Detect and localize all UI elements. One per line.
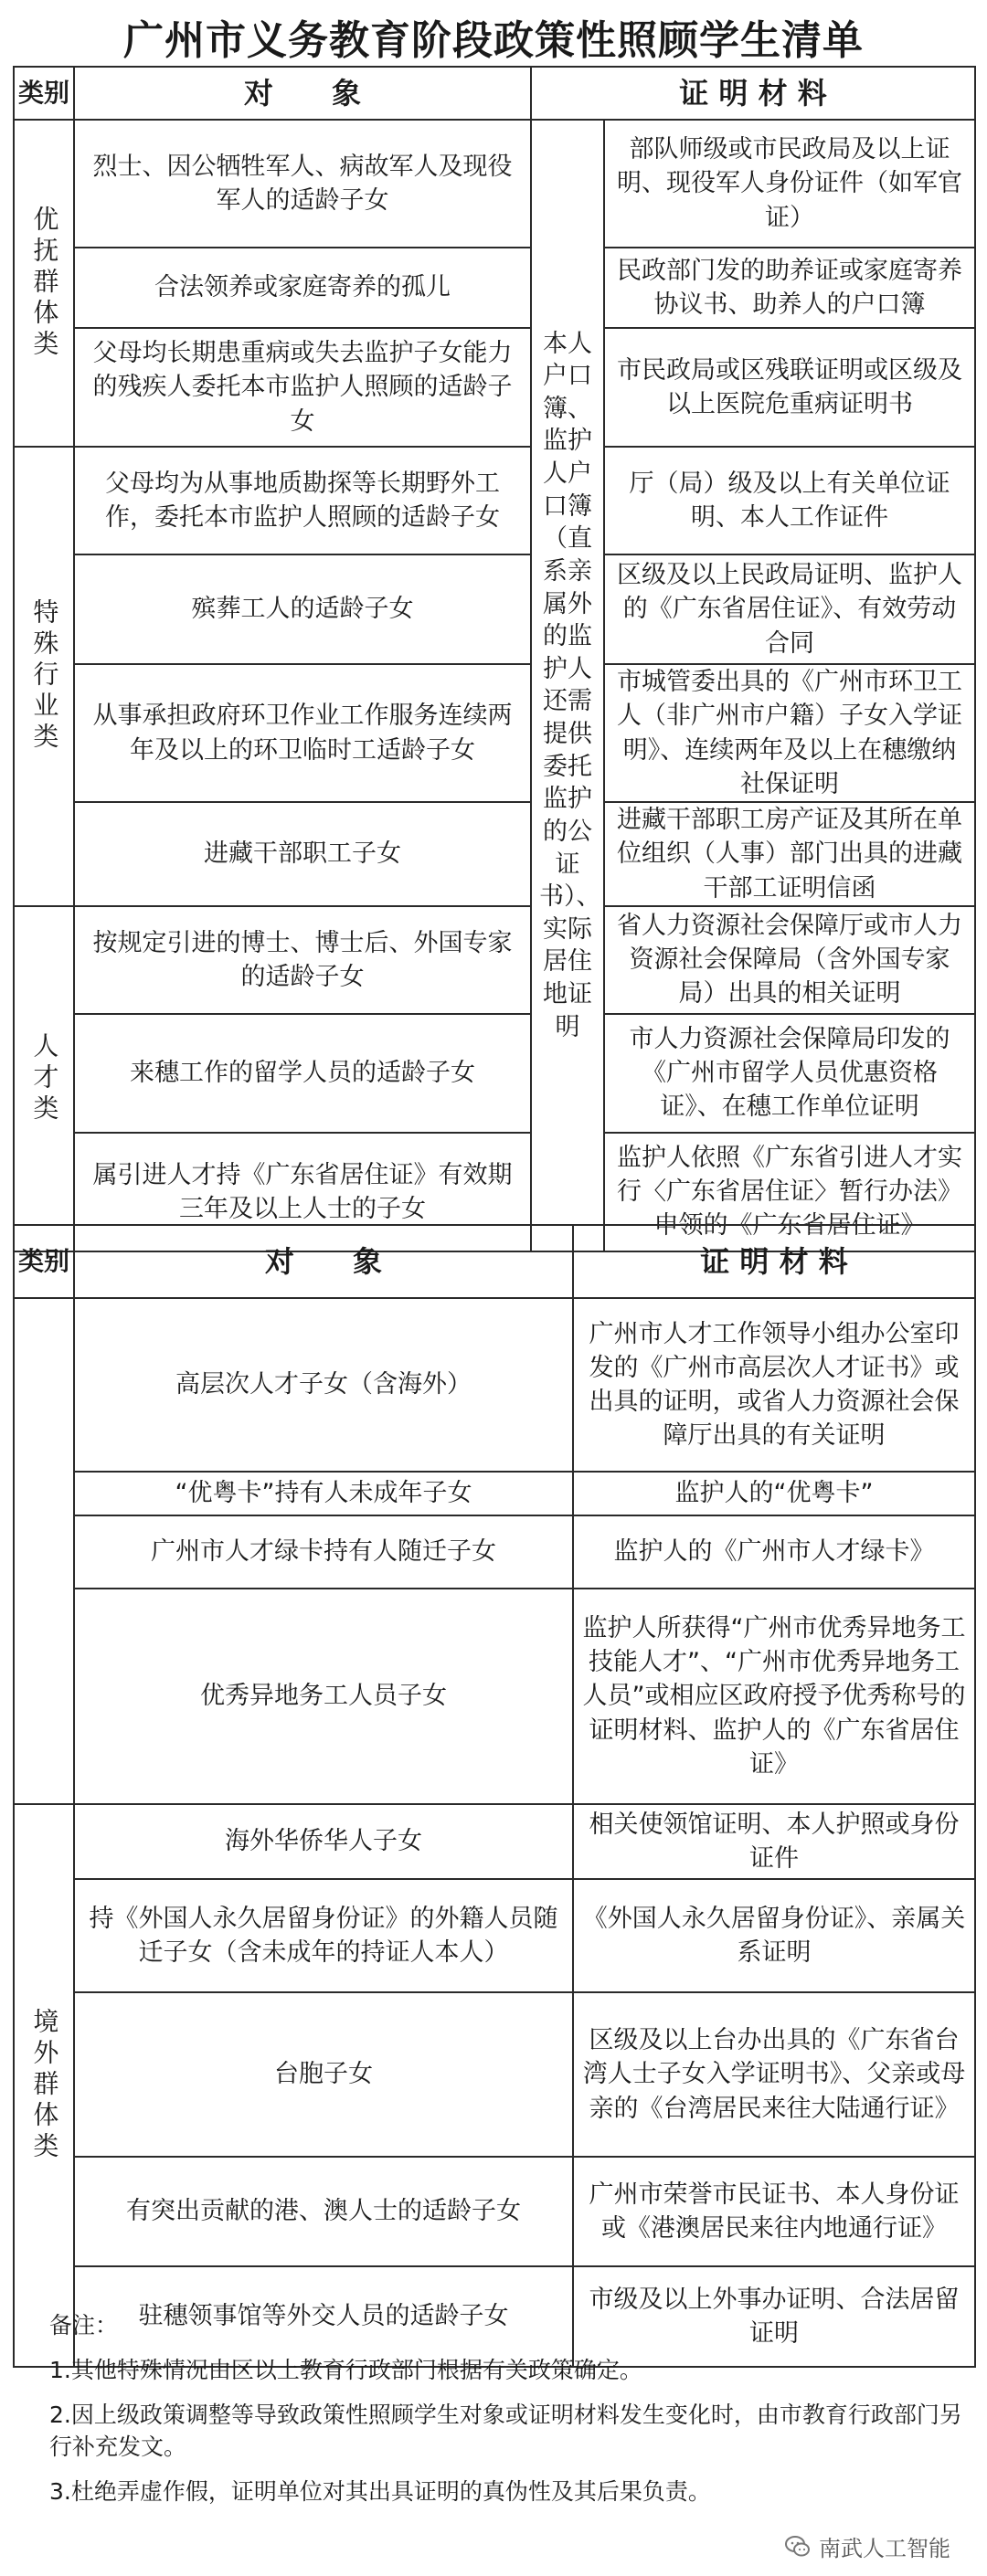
proof-cell: 市人力资源社会保障局印发的《广州市留学人员优惠资格证》、在穗工作单位证明 <box>604 1014 975 1133</box>
proof-cell: 市城管委出具的《广州市环卫工人（非广州市户籍）子女入学证明》、连续两年及以上在穗缴纳社保证明 <box>604 664 975 802</box>
note-item: 3.杜绝弄虚作假，证明单位对其出具证明的真伪性及其后果负责。 <box>49 2478 711 2505</box>
header-category: 类别 <box>14 1225 74 1298</box>
target-cell: 有突出贡献的港、澳人士的适龄子女 <box>74 2157 573 2266</box>
table-row <box>14 1589 975 1804</box>
proof-cell: 民政部门发的助养证或家庭寄养协议书、助养人的户口簿 <box>604 248 975 328</box>
table-row <box>14 664 975 802</box>
category-cell <box>14 1298 74 1804</box>
proof-cell: 省人力资源社会保障厅或市人力资源社会保障局（含外国专家局）出具的相关证明 <box>604 906 975 1014</box>
table-row <box>14 906 975 1014</box>
table-row <box>14 1515 975 1589</box>
category-cell: 优抚群体类 <box>14 120 74 447</box>
header-category: 类别 <box>14 67 74 120</box>
target-cell: 父母均长期患重病或失去监护子女能力的残疾人委托本市监护人照顾的适龄子女 <box>74 328 531 447</box>
proof-cell: 市民政局或区残联证明或区级及以上医院危重病证明书 <box>604 328 975 447</box>
target-cell: 进藏干部职工子女 <box>74 802 531 906</box>
target-cell: 持《外国人永久居留身份证》的外籍人员随迁子女（含未成年的持证人本人） <box>74 1879 573 1992</box>
table-row <box>14 447 975 554</box>
header-target: 对 象 <box>74 1225 573 1298</box>
page-title: 广州市义务教育阶段政策性照顾学生清单 <box>123 17 864 64</box>
header-target: 对 象 <box>74 67 531 120</box>
target-cell: 属引进人才持《广东省居住证》有效期三年及以上人士的子女 <box>74 1133 531 1251</box>
table-row <box>14 1879 975 1992</box>
target-cell: 高层次人才子女（含海外） <box>74 1298 573 1472</box>
proof-cell: 广州市荣誉市民证书、本人身份证或《港澳居民来往内地通行证》 <box>573 2157 975 2266</box>
table-row <box>14 1472 975 1515</box>
target-cell: 海外华侨华人子女 <box>74 1804 573 1879</box>
table-row <box>14 248 975 328</box>
note-item: 2.因上级政策调整等导致政策性照顾学生对象或证明材料发生变化时，由市教育行政部门另行补充发文。 <box>49 2402 962 2460</box>
watermark <box>784 2530 950 2562</box>
target-cell: 来穗工作的留学人员的适龄子女 <box>74 1014 531 1133</box>
proof-cell: 《外国人永久居留身份证》、亲属关系证明 <box>573 1879 975 1992</box>
proof-cell: 监护人依照《广东省引进人才实行〈广东省居住证〉暂行办法》申领的《广东省居住证》 <box>604 1133 975 1251</box>
policy-table-part2 <box>13 1224 976 2368</box>
table-row <box>14 1014 975 1133</box>
target-cell: 殡葬工人的适龄子女 <box>74 554 531 664</box>
target-cell: “优粤卡”持有人未成年子女 <box>74 1472 573 1515</box>
table-row <box>14 1298 975 1472</box>
table-row <box>14 1804 975 1879</box>
proof-cell: 进藏干部职工房产证及其所在单位组织（人事）部门出具的进藏干部工证明信函 <box>604 802 975 906</box>
watermark-text: 南武人工智能 <box>819 2536 950 2561</box>
note-item: 1.其他特殊情况由区以上教育行政部门根据有关政策确定。 <box>49 2357 642 2383</box>
common-proof-cell: 本人户口簿、监护人户口簿（直系亲属外的监护人还需提供委托监护的公证书）、实际居住地证明 <box>531 120 604 1251</box>
target-cell: 合法领养或家庭寄养的孤儿 <box>74 248 531 328</box>
category-cell: 境外群体类 <box>14 1804 74 2367</box>
target-cell: 烈士、因公牺牲军人、病故军人及现役军人的适龄子女 <box>74 120 531 248</box>
target-cell: 父母均为从事地质勘探等长期野外工作，委托本市监护人照顾的适龄子女 <box>74 447 531 554</box>
table-header-row <box>14 67 975 120</box>
proof-cell: 监护人的《广州市人才绿卡》 <box>573 1515 975 1589</box>
table-row <box>14 120 975 248</box>
proof-cell: 相关使领馆证明、本人护照或身份证件 <box>573 1804 975 1879</box>
target-cell: 广州市人才绿卡持有人随迁子女 <box>74 1515 573 1589</box>
proof-cell: 广州市人才工作领导小组办公室印发的《广州市高层次人才证书》或出具的证明，或省人力资源社会保障厅出具的有关证明 <box>573 1298 975 1472</box>
table-row <box>14 802 975 906</box>
table-row <box>14 1992 975 2157</box>
notes-heading: 备注： <box>49 2312 119 2338</box>
proof-cell: 部队师级或市民政局及以上证明、现役军人身份证件（如军官证） <box>604 120 975 248</box>
table-row <box>14 2157 975 2266</box>
proof-cell: 监护人所获得“广州市优秀异地务工技能人才”、“广州市优秀异地务工人员”或相应区政府授予优秀称号的证明材料、监护人的《广东省居住证》 <box>573 1589 975 1804</box>
table-row <box>14 554 975 664</box>
target-cell: 按规定引进的博士、博士后、外国专家的适龄子女 <box>74 906 531 1014</box>
wechat-icon <box>784 2533 812 2560</box>
proof-cell: 市级及以上外事办证明、合法居留证明 <box>573 2266 975 2367</box>
target-cell: 驻穗领事馆等外交人员的适龄子女 <box>74 2266 573 2367</box>
category-cell: 特殊行业类 <box>14 447 74 906</box>
table-row <box>14 328 975 447</box>
proof-cell: 区级及以上台办出具的《广东省台湾人士子女入学证明书》、父亲或母亲的《台湾居民来往大陆通行证》 <box>573 1992 975 2157</box>
header-proof: 证 明 材 料 <box>531 67 975 120</box>
target-cell: 台胞子女 <box>74 1992 573 2157</box>
policy-table-part1 <box>13 66 976 1252</box>
target-cell: 从事承担政府环卫作业工作服务连续两年及以上的环卫临时工适龄子女 <box>74 664 531 802</box>
target-cell: 优秀异地务工人员子女 <box>74 1589 573 1804</box>
proof-cell: 区级及以上民政局证明、监护人的《广东省居住证》、有效劳动合同 <box>604 554 975 664</box>
proof-cell: 厅（局）级及以上有关单位证明、本人工作证件 <box>604 447 975 554</box>
header-proof: 证 明 材 料 <box>573 1225 975 1298</box>
proof-cell: 监护人的“优粤卡” <box>573 1472 975 1515</box>
notes-section <box>49 2309 972 2520</box>
table-header-row <box>14 1225 975 1298</box>
category-cell: 人才类 <box>14 906 74 1251</box>
